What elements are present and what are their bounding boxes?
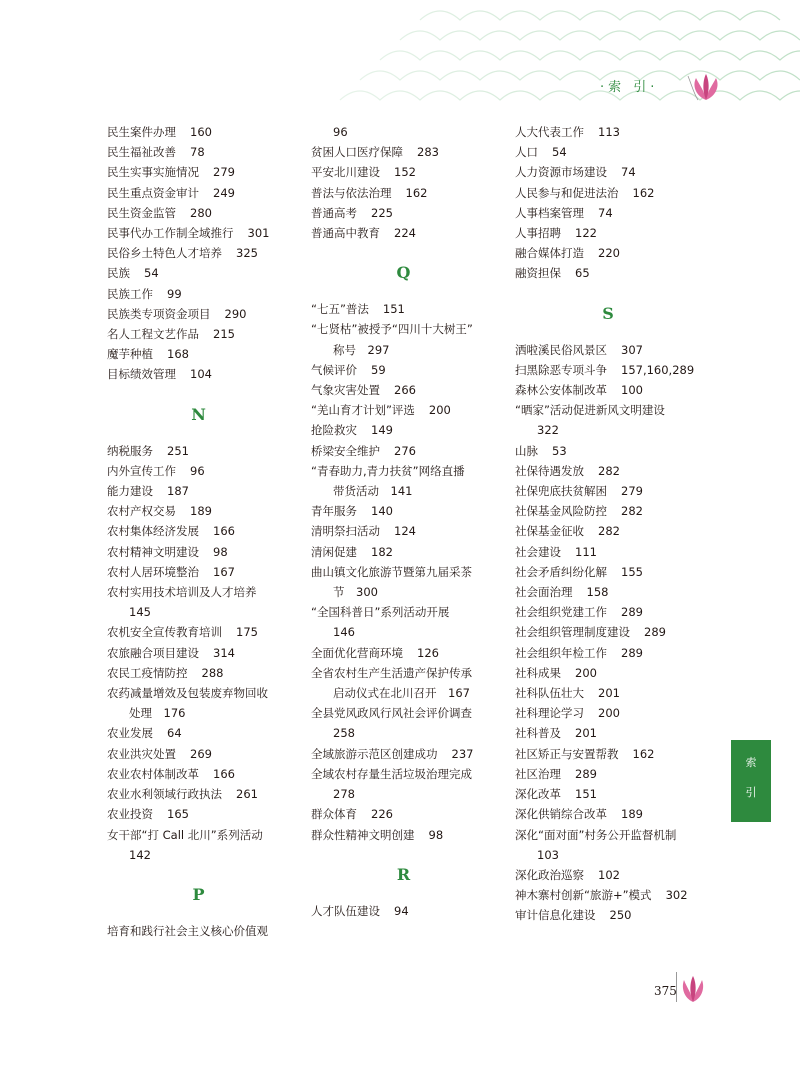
index-entry-page: 307: [621, 342, 643, 357]
index-letter-heading: N: [191, 404, 206, 424]
index-entry-term: 社会组织党建工作: [515, 605, 607, 620]
side-tab-index[interactable]: [731, 740, 771, 822]
index-entry-term: 农业农村体制改革: [107, 766, 199, 781]
index-entry-page: 282: [598, 463, 620, 478]
index-entry: [515, 203, 701, 223]
index-entry-term: 人力资源市场建设: [515, 165, 607, 180]
index-entry: [107, 481, 290, 501]
index-entry: [107, 183, 290, 203]
index-entry-page: 99: [167, 286, 182, 301]
index-entry: [107, 683, 290, 703]
index-entry-page: 224: [394, 226, 416, 241]
index-entry-term: 群众体育: [311, 807, 357, 822]
index-entry: [311, 441, 496, 461]
index-entry: [311, 901, 496, 921]
index-entry-term: 普通高中教育: [311, 226, 380, 241]
index-entry-page: 151: [382, 302, 405, 317]
index-entry-term: 桥梁安全维护: [311, 443, 380, 458]
index-entry-term: 民生实事实施情况: [107, 165, 199, 180]
index-entry: [515, 622, 701, 642]
index-entry: [107, 804, 290, 824]
index-entry: [515, 825, 701, 845]
index-entry: [311, 825, 496, 845]
index-entry: [311, 319, 496, 339]
index-entry-term: 社科理论学习: [515, 706, 584, 721]
index-entry-continuation: 称号 297: [333, 342, 390, 357]
index-entry-page: 215: [213, 327, 235, 342]
index-entry-term: 女干部“打 Call 北川”系列活动: [107, 827, 263, 842]
index-entry-page: 94: [394, 903, 409, 918]
index-entry: [107, 501, 290, 521]
index-entry-page: 102: [598, 867, 620, 882]
index-entry-page: 111: [575, 544, 597, 559]
index-entry-term: 审计信息化建设: [515, 908, 596, 923]
index-entry-term: 农村人居环境整治: [107, 564, 199, 579]
index-entry-term: 深化政治巡察: [515, 867, 584, 882]
index-entry: [515, 562, 701, 582]
index-entry: [107, 764, 290, 784]
index-entry-term: 曲山镇文化旅游节暨第九届采茶: [311, 564, 472, 579]
index-entry: [107, 122, 290, 142]
index-entry-term: 气候评价: [311, 362, 357, 377]
index-entry-term: 目标绩效管理: [107, 367, 176, 382]
index-entry-term: 农业投资: [107, 807, 153, 822]
index-entry-page: 201: [598, 686, 620, 701]
index-entry-page: 96: [190, 463, 205, 478]
index-entry: [311, 162, 496, 182]
index-entry: [515, 804, 701, 824]
index-entry-page: 126: [417, 645, 439, 660]
index-entry: [515, 602, 701, 622]
index-entry-page: 301: [247, 226, 270, 241]
index-entry-page: 162: [632, 185, 655, 200]
index-entry: [107, 364, 290, 384]
index-entry-term: 人大代表工作: [515, 125, 584, 139]
index-entry: [107, 162, 290, 182]
index-entry-page: 160: [190, 125, 212, 139]
section-tag: ·索 引·: [600, 80, 659, 95]
index-entry-page: 149: [371, 423, 393, 438]
index-entry-term: 民生资金监管: [107, 205, 176, 220]
index-entry-term: 社保待遇发放: [515, 463, 584, 478]
index-entry: [311, 461, 496, 481]
index-entry-term: 培育和践行社会主义核心价值观: [107, 923, 268, 938]
index-entry-term: 社会建设: [515, 544, 561, 559]
index-entry: [107, 344, 290, 364]
index-entry: [107, 921, 290, 941]
index-entry: [107, 243, 290, 263]
index-entry-page: 175: [236, 625, 258, 640]
index-entry-page: 124: [394, 524, 416, 539]
index-entry-page: 64: [167, 726, 182, 741]
index-entry-continuation: 278: [333, 787, 355, 802]
index-entry: [107, 663, 290, 683]
index-entry: [515, 162, 701, 182]
index-entry: [311, 804, 496, 824]
index-entry-term: 社会矛盾纠纷化解: [515, 564, 607, 579]
index-entry-term: “全国科普日”系列活动开展: [311, 605, 450, 620]
index-entry-page: 168: [167, 347, 189, 362]
index-entry-term: 社会面治理: [515, 585, 573, 600]
index-entry-term: “七贤枯”被授予“四川十大树王”: [311, 322, 473, 337]
index-entry: [107, 542, 290, 562]
index-entry-term: 群众性精神文明创建: [311, 827, 415, 842]
index-entry-term: 农业发展: [107, 726, 153, 741]
index-entry: [515, 703, 701, 723]
index-entry: [311, 142, 496, 162]
index-entry: [515, 501, 701, 521]
index-entry: [107, 461, 290, 481]
index-entry-term: 农机安全宣传教育培训: [107, 625, 222, 640]
index-entry-page: 276: [394, 443, 416, 458]
index-entry-term: 农药减量增效及包装废弃物回收: [107, 686, 268, 701]
index-entry-term: 社会组织年检工作: [515, 645, 607, 660]
index-entry-page: 282: [621, 504, 643, 519]
index-entry-term: 神木寨村创新“旅游+”模式: [515, 888, 652, 903]
index-entry: [311, 744, 496, 764]
index-entry-page: 165: [167, 807, 189, 822]
index-entry-page: 98: [428, 827, 444, 842]
index-entry-term: 平安北川建设: [311, 165, 380, 180]
index-entry: [515, 663, 701, 683]
index-entry-term: 深化改革: [515, 787, 561, 802]
index-entry-page: 54: [144, 266, 159, 281]
index-entry-term: 农业水利领域行政执法: [107, 787, 222, 802]
index-entry: [515, 744, 701, 764]
index-entry: [515, 723, 701, 743]
index-entry-term: 民生案件办理: [107, 125, 176, 139]
index-entry-page: 288: [201, 665, 224, 680]
index-entry-term: 融合媒体打造: [515, 246, 584, 261]
index-entry-page: 152: [394, 165, 416, 180]
index-entry: [311, 542, 496, 562]
index-entry-page: 59: [371, 362, 386, 377]
index-entry: [311, 299, 496, 319]
index-entry-page: 289: [621, 605, 643, 620]
index-entry-term: 抢险救灾: [311, 423, 357, 438]
index-entry-term: 农旅融合项目建设: [107, 645, 199, 660]
index-entry-continuation: 处理 176: [129, 706, 186, 721]
index-entry-page: 266: [394, 383, 416, 398]
lotus-icon: [678, 970, 708, 1004]
index-entry-page: 162: [405, 185, 428, 200]
index-entry: [107, 263, 290, 283]
index-entry-term: 农村集体经济发展: [107, 524, 199, 539]
index-entry-term: 深化“面对面”村务公开监督机制: [515, 827, 677, 842]
index-entry-term: 农民工疫情防控: [107, 665, 188, 680]
index-entry-page: 200: [575, 665, 597, 680]
index-entry-page: 302: [665, 888, 688, 903]
index-entry-term: 人口: [515, 145, 538, 160]
index-entry-page: 314: [213, 645, 235, 660]
index-entry-term: 魔芋种植: [107, 347, 153, 362]
index-entry-term: 民族: [107, 266, 130, 281]
index-entry: [107, 203, 290, 223]
index-entry: [515, 142, 701, 162]
index-entry: [515, 683, 701, 703]
index-entry: [515, 461, 701, 481]
index-entry: [311, 380, 496, 400]
index-entry-term: 深化供销综合改革: [515, 807, 607, 822]
index-entry-continuation: 103: [537, 847, 559, 862]
index-entry-term: 普法与依法治理: [311, 185, 392, 200]
index-entry: [107, 784, 290, 804]
index-entry-term: 山脉: [515, 443, 538, 458]
index-column-1: [107, 122, 290, 941]
index-entry-page: 200: [598, 706, 620, 721]
index-entry-page: 158: [586, 585, 609, 600]
index-entry-term: 名人工程文艺作品: [107, 327, 199, 342]
index-entry-page: 283: [417, 145, 439, 160]
index-entry-page: 201: [575, 726, 597, 741]
index-entry: [107, 643, 290, 663]
index-entry-page: 200: [428, 403, 451, 418]
index-entry-term: 民俗乡土特色人才培养: [107, 246, 222, 261]
index-entry: [515, 340, 701, 360]
index-entry-term: 洒啦溪民俗风景区: [515, 342, 607, 357]
index-entry-term: 内外宣传工作: [107, 463, 176, 478]
index-entry-continuation: 96: [333, 125, 348, 139]
index-entry-continuation: 145: [129, 605, 151, 620]
index-entry-term: 社保兜底扶贫解困: [515, 484, 607, 499]
index-entry-page: 167: [213, 564, 235, 579]
index-entry-term: 农村实用技术培训及人才培养: [107, 585, 257, 600]
index-entry: [311, 501, 496, 521]
index-entry-page: 74: [621, 165, 636, 180]
index-entry-page: 155: [621, 564, 643, 579]
index-entry-page: 166: [213, 766, 235, 781]
side-tab-char: 索: [745, 756, 757, 769]
index-entry: [107, 521, 290, 541]
index-entry: [515, 441, 701, 461]
index-entry-continuation: 带货活动 141: [333, 484, 413, 499]
index-entry: [107, 562, 290, 582]
index-entry: [107, 223, 290, 243]
index-entry: [515, 542, 701, 562]
index-entry: [311, 663, 496, 683]
index-entry-term: 融资担保: [515, 266, 561, 281]
index-entry-term: 清闲促建: [311, 544, 357, 559]
index-entry-term: 贫困人口医疗保障: [311, 145, 403, 160]
index-entry: [515, 885, 701, 905]
index-entry-page: 249: [213, 185, 235, 200]
index-entry-page: 225: [371, 205, 393, 220]
index-entry-page: 78: [190, 145, 205, 160]
index-entry: [107, 324, 290, 344]
index-entry: [107, 441, 290, 461]
index-entry: [107, 723, 290, 743]
index-entry-page: 100: [621, 383, 643, 398]
index-entry: [311, 183, 496, 203]
index-entry-term: 人才队伍建设: [311, 903, 380, 918]
index-entry-term: “七五”普法: [311, 302, 369, 317]
index-entry-term: 社区治理: [515, 766, 561, 781]
index-entry-term: 社科队伍壮大: [515, 686, 584, 701]
index-entry: [311, 203, 496, 223]
index-entry: [515, 400, 701, 420]
index-entry-term: 青年服务: [311, 504, 357, 519]
index-entry-page: 54: [552, 145, 567, 160]
index-entry-page: 282: [598, 524, 620, 539]
index-entry-term: 农村产权交易: [107, 504, 176, 519]
index-entry-page: 113: [598, 125, 620, 139]
index-entry-term: 民生重点资金审计: [107, 185, 199, 200]
index-entry-term: “晒家”活动促进新风文明建设: [515, 403, 665, 418]
index-entry-term: 能力建设: [107, 484, 153, 499]
index-entry: [107, 142, 290, 162]
index-letter-heading: R: [396, 864, 411, 884]
index-entry: [311, 643, 496, 663]
index-entry-term: 森林公安体制改革: [515, 383, 607, 398]
index-entry: [515, 582, 701, 602]
index-entry-term: 普通高考: [311, 205, 357, 220]
index-entry-page: 251: [167, 443, 189, 458]
index-entry-term: 全域农村存量生活垃圾治理完成: [311, 766, 472, 781]
index-entry-term: 民事代办工作制全域推行: [107, 226, 234, 241]
index-entry-continuation: 146: [333, 625, 355, 640]
index-entry-page: 325: [236, 246, 258, 261]
index-entry: [107, 622, 290, 642]
index-entry-page: 237: [451, 746, 474, 761]
index-entry: [311, 360, 496, 380]
index-entry-term: 社会组织管理制度建设: [515, 625, 630, 640]
index-entry: [107, 825, 290, 845]
index-entry-page: 187: [167, 484, 189, 499]
index-entry-term: 全域旅游示范区创建成功: [311, 746, 438, 761]
index-entry-page: 189: [190, 504, 212, 519]
index-entry-term: 社保基金风险防控: [515, 504, 607, 519]
index-entry-page: 182: [371, 544, 393, 559]
index-entry: [515, 905, 701, 925]
side-tab-char: 引: [745, 786, 757, 799]
index-entry: [515, 865, 701, 885]
index-entry-term: 清明祭扫活动: [311, 524, 380, 539]
index-entry: [515, 380, 701, 400]
index-entry-term: 社区矫正与安置帮教: [515, 746, 619, 761]
index-entry-term: 社科普及: [515, 726, 561, 741]
index-entry-term: 气象灾害处置: [311, 383, 380, 398]
index-entry-continuation: 节 300: [333, 585, 378, 600]
index-entry: [311, 703, 496, 723]
index-entry-term: 纳税服务: [107, 443, 153, 458]
index-entry-term: 民生福祉改善: [107, 145, 176, 160]
index-entry-page: 98: [213, 544, 228, 559]
index-entry-page: 157,160,289: [621, 362, 695, 377]
index-entry-term: 全省农村生产生活遗产保护传承: [311, 665, 472, 680]
index-entry: [515, 263, 701, 283]
index-entry-page: 279: [213, 165, 235, 180]
index-entry: [107, 284, 290, 304]
index-column-2: [311, 122, 496, 921]
index-entry: [311, 420, 496, 440]
index-entry: [311, 602, 496, 622]
index-entry-continuation: 258: [333, 726, 355, 741]
index-entry: [515, 243, 701, 263]
index-entry: [515, 784, 701, 804]
index-entry: [515, 481, 701, 501]
index-entry: [311, 562, 496, 582]
index-entry-page: 289: [644, 625, 666, 640]
index-entry-page: 74: [598, 205, 613, 220]
index-entry-page: 53: [552, 443, 567, 458]
index-entry-page: 104: [190, 367, 212, 382]
index-column-3: [515, 122, 701, 926]
index-entry: [515, 360, 701, 380]
index-entry-term: 全县党风政风行风社会评价调查: [311, 706, 472, 721]
lotus-icon: [686, 72, 726, 102]
index-entry-term: 民族类专项资金项目: [107, 306, 211, 321]
index-letter-heading: P: [192, 884, 205, 904]
index-entry-term: 人事档案管理: [515, 205, 584, 220]
index-entry: [107, 582, 290, 602]
index-entry: [515, 764, 701, 784]
index-entry-term: 人事招聘: [515, 226, 561, 241]
index-entry-continuation: 322: [537, 423, 559, 438]
index-entry-page: 250: [609, 908, 632, 923]
index-entry-page: 261: [236, 787, 258, 802]
index-entry-page: 122: [575, 226, 597, 241]
index-entry-page: 140: [371, 504, 393, 519]
index-entry-term: 社保基金征收: [515, 524, 584, 539]
index-entry-continuation: 启动仪式在北川召开 167: [333, 686, 470, 701]
index-entry: [515, 223, 701, 243]
index-entry-page: 162: [632, 746, 655, 761]
index-entry-term: 农业洪灾处置: [107, 746, 176, 761]
index-letter-heading: Q: [396, 263, 411, 283]
index-entry: [515, 122, 701, 142]
index-entry-page: 289: [575, 766, 597, 781]
index-entry: [515, 521, 701, 541]
index-entry-page: 189: [621, 807, 643, 822]
index-entry-term: “羌山育才计划”评选: [311, 403, 415, 418]
wave-pattern-header: [0, 0, 800, 110]
index-entry-term: 社科成果: [515, 665, 561, 680]
index-entry: [107, 304, 290, 324]
index-entry-term: 扫黑除恶专项斗争: [515, 362, 607, 377]
index-entry-term: 农村精神文明建设: [107, 544, 199, 559]
index-entry-page: 166: [213, 524, 235, 539]
index-entry-term: 全面优化营商环境: [311, 645, 403, 660]
index-entry-page: 280: [190, 205, 212, 220]
index-entry: [311, 521, 496, 541]
index-entry-page: 65: [575, 266, 590, 281]
index-entry: [107, 744, 290, 764]
index-entry: [311, 400, 496, 420]
index-entry: [311, 223, 496, 243]
index-entry-page: 151: [575, 787, 597, 802]
index-entry-continuation: 142: [129, 847, 151, 862]
index-entry-term: “青春助力,青力扶贫”网络直播: [311, 463, 465, 478]
index-entry: [311, 764, 496, 784]
index-letter-heading: S: [602, 303, 614, 323]
index-entry-page: 220: [598, 246, 620, 261]
index-entry: [515, 643, 701, 663]
index-entry: [515, 183, 701, 203]
index-entry-page: 269: [190, 746, 212, 761]
index-entry-page: 289: [621, 645, 643, 660]
index-entry-term: 民族工作: [107, 286, 153, 301]
index-entry-term: 人民参与和促进法治: [515, 185, 619, 200]
page-number: 375: [654, 984, 677, 998]
index-entry-page: 279: [621, 484, 643, 499]
index-entry-page: 226: [371, 807, 393, 822]
index-entry-page: 290: [224, 306, 247, 321]
